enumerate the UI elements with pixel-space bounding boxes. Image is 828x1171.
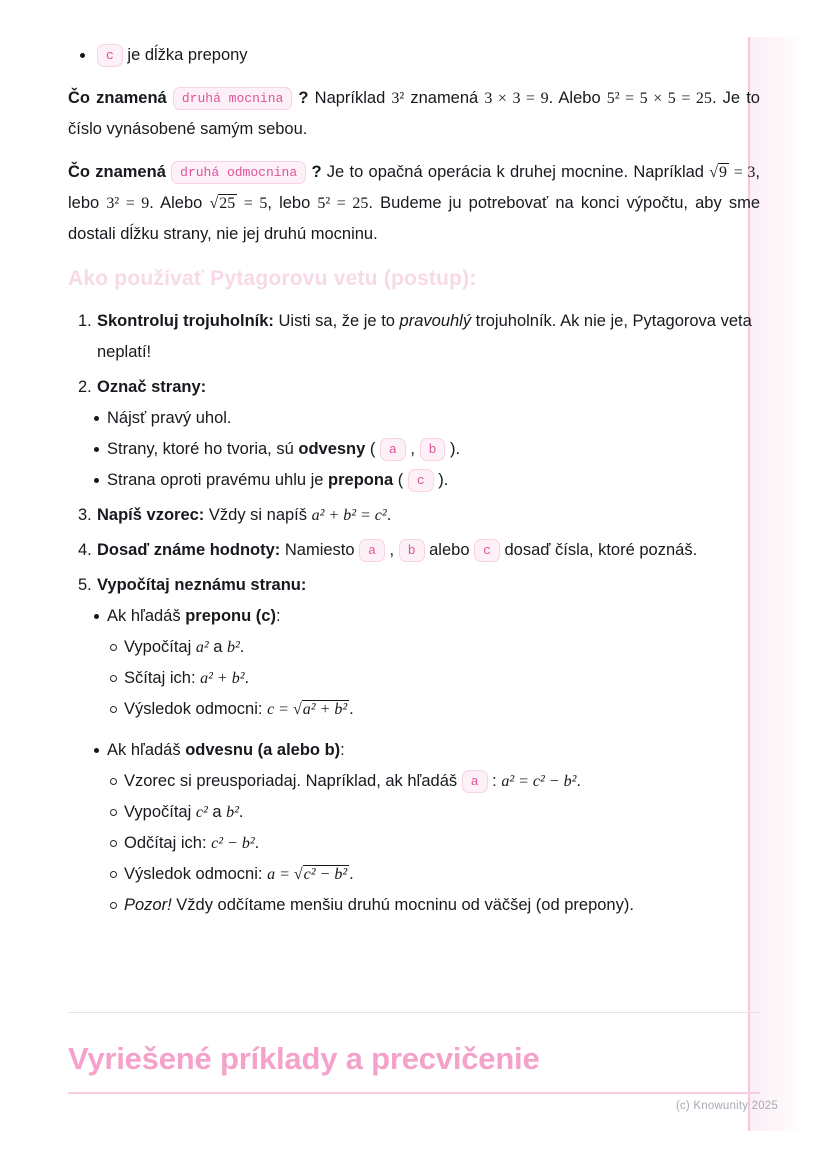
bold-text: Vypočítaj neznámu stranu: (97, 576, 307, 594)
list-item (107, 828, 760, 859)
list-item-text (107, 465, 760, 496)
step-substitute-values (68, 535, 760, 566)
branch-text (107, 735, 760, 766)
bold-text: prepona (328, 471, 394, 489)
sqrt-radicand: c² − b² (303, 866, 348, 883)
math-expression: 3² = 9 (106, 195, 150, 212)
math-expression: a = (267, 866, 294, 883)
text-segment: Strana oproti pravému uhlu je (107, 471, 329, 489)
bold-text: Čo znamená (68, 89, 173, 107)
branch-text (107, 601, 760, 632)
math-expression: 5² = 25 (317, 195, 369, 212)
sqrt-radicand: a² + b² (302, 701, 348, 718)
math-expression: a² + b² = c² (311, 507, 387, 524)
text-segment: , (384, 541, 399, 559)
bullet-icon (94, 614, 99, 619)
text-segment: a (207, 803, 227, 821)
bullet-icon (94, 447, 99, 452)
text-segment: Nájsť pravý uhol. (107, 409, 232, 427)
text-segment: . (386, 506, 392, 524)
sub-sub-list (107, 632, 760, 725)
list-item-text (124, 766, 760, 797)
list-item-text (97, 46, 248, 64)
list-item-text (124, 797, 760, 828)
code-badge: a (462, 770, 488, 793)
circle-bullet-icon (110, 840, 117, 847)
math-expression: b² (226, 804, 239, 821)
text-segment: . Budeme ju potrebovať na konci výpočtu, aby sme dostali dĺžku strany, nie jej druhú mocninu. (68, 194, 761, 243)
bullet-icon (94, 748, 99, 753)
sub-sub-list (107, 766, 760, 921)
list-item (97, 434, 760, 465)
list-item (97, 403, 760, 434)
text-segment: : (487, 772, 502, 790)
bullet-icon (94, 478, 99, 483)
math-expression: = 5 (237, 195, 268, 212)
paragraph-square-definition (68, 83, 760, 145)
list-item (97, 465, 760, 496)
text-segment: . (349, 865, 354, 883)
text-segment: , lebo (267, 194, 318, 212)
text-segment: Vypočítaj (124, 638, 196, 656)
math-expression: b² (227, 639, 240, 656)
text-segment: dosaď čísla, ktoré poznáš. (499, 541, 698, 559)
text-segment: trojuholník. Ak nie je, Pytagorova veta neplatí! (97, 312, 752, 361)
step-number: 4. (78, 541, 92, 559)
text-segment: Namiesto (280, 541, 360, 559)
step-number: 1. (78, 312, 92, 330)
math-expression: c = (267, 701, 293, 718)
text-segment: Je to opačná operácia k druhej mocnine. Napríklad (321, 163, 710, 181)
step-text (97, 500, 760, 531)
circle-bullet-icon (110, 675, 117, 682)
bold-text: ? (292, 89, 309, 107)
text-segment: je dĺžka prepony (122, 46, 248, 64)
text-segment: Napríklad (308, 89, 392, 107)
bullet-icon (94, 416, 99, 421)
italic-text: pravouhlý (399, 312, 472, 330)
sqrt-expression (709, 163, 729, 181)
text-segment: ( (393, 471, 408, 489)
code-badge: b (420, 438, 446, 461)
circle-bullet-icon (110, 871, 117, 878)
sqrt-sign: √ (292, 701, 302, 718)
list-item (68, 40, 760, 71)
text-segment: Ak hľadáš (107, 607, 186, 625)
text-segment: Výsledok odmocni: (124, 865, 268, 883)
math-expression: 3 × 3 = 9 (484, 90, 549, 107)
text-segment: . (576, 772, 581, 790)
italic-text: Pozor! (124, 896, 172, 914)
list-item (107, 890, 760, 921)
text-segment: alebo (424, 541, 475, 559)
bold-text: Označ strany: (97, 378, 207, 396)
branch-hypotenuse (97, 601, 760, 725)
bold-text: preponu (c) (185, 607, 276, 625)
text-segment: ). (433, 471, 449, 489)
step-text (97, 535, 760, 566)
section-heading-examples: Vyriešené príklady a precvičenie (68, 1041, 540, 1076)
text-segment: . (254, 834, 260, 852)
list-item-text (107, 403, 760, 434)
text-segment: : (275, 607, 281, 625)
list-item-text (124, 663, 760, 694)
paragraph-sqrt-definition (68, 157, 760, 250)
step-number: 3. (78, 506, 92, 524)
step-check-triangle (68, 306, 760, 368)
text-segment: Ak hľadáš (107, 741, 186, 759)
step-number: 2. (78, 378, 92, 396)
code-badge: b (399, 539, 425, 562)
examples-section (68, 1012, 760, 1094)
bold-text: Skontroluj trojuholník: (97, 312, 274, 330)
text-segment: Vždy si napíš (204, 506, 312, 524)
math-expression: 3² (391, 90, 405, 107)
list-item (107, 632, 760, 663)
text-segment: : (340, 741, 345, 759)
list-item-text (107, 434, 760, 465)
step-number: 5. (78, 576, 92, 594)
code-badge: c (408, 469, 434, 492)
sub-list (97, 403, 760, 496)
text-segment: Uisti sa, že je to (273, 312, 400, 330)
text-segment: ( (365, 440, 380, 458)
text-segment: znamená (404, 89, 485, 107)
text-segment: . (244, 669, 250, 687)
sqrt-expression (293, 700, 349, 718)
step-write-formula (68, 500, 760, 531)
math-expression: a² + b² (200, 670, 245, 687)
list-item-text (124, 632, 760, 663)
list-item (107, 797, 760, 828)
text-segment: , (405, 440, 420, 458)
sqrt-radicand: 9 (719, 164, 728, 181)
text-segment: a (208, 638, 227, 656)
section-heading-steps: Ako používať Pytagorovu vetu (postup): (68, 267, 477, 290)
copyright-notice: (c) Knowunity 2025 (675, 1100, 778, 1112)
math-expression: = 3 (729, 164, 756, 181)
code-badge: druhá odmocnina (171, 161, 306, 184)
sqrt-radicand: 25 (219, 195, 236, 212)
text-segment: . Alebo (149, 194, 210, 212)
sqrt-sign: √ (293, 866, 303, 883)
text-segment: Vzorec si preusporiadaj. Napríklad, ak hľadáš (124, 772, 462, 790)
text-segment: ). (445, 440, 461, 458)
list-item-text (124, 828, 760, 859)
code-badge: a (380, 438, 406, 461)
step-solve-unknown (68, 570, 760, 921)
step-text (97, 570, 760, 601)
circle-bullet-icon (110, 809, 117, 816)
sqrt-expression (209, 194, 237, 212)
sub-list (97, 601, 760, 921)
list-item (107, 766, 760, 797)
code-badge: a (359, 539, 385, 562)
sqrt-expression (294, 865, 349, 883)
list-item (107, 694, 760, 725)
text-segment: Vypočítaj (124, 803, 196, 821)
text-segment: . Je to číslo vynásobené samým sebou. (68, 89, 760, 138)
math-expression: 5² = 5 × 5 = 25 (606, 90, 712, 107)
section-divider (68, 1012, 760, 1013)
list-item (107, 663, 760, 694)
sqrt-sign: √ (709, 164, 719, 181)
code-badge: druhá mocnina (173, 87, 292, 110)
step-text (97, 372, 760, 403)
heading-underline (68, 1092, 760, 1094)
text-segment: . (239, 638, 245, 656)
list-item-text (124, 694, 760, 725)
code-badge: c (97, 44, 123, 67)
circle-bullet-icon (110, 902, 117, 909)
text-segment: . (238, 803, 244, 821)
bold-text: ? (306, 163, 322, 181)
circle-bullet-icon (110, 778, 117, 785)
list-item-text (124, 859, 760, 890)
circle-bullet-icon (110, 706, 117, 713)
bullet-icon (80, 53, 85, 58)
step-label-sides (68, 372, 760, 496)
math-expression: c² (195, 804, 208, 821)
text-segment: Vždy odčítame menšiu druhú mocninu od väčšej (od prepony). (171, 896, 634, 914)
list-item (107, 859, 760, 890)
text-segment: Sčítaj ich: (124, 669, 201, 687)
bold-text: odvesnu (a alebo b) (185, 741, 341, 759)
sqrt-sign: √ (209, 195, 219, 212)
code-badge: c (474, 539, 500, 562)
text-segment: Odčítaj ich: (124, 834, 212, 852)
circle-bullet-icon (110, 644, 117, 651)
text-segment: . (349, 700, 354, 718)
math-expression: c² − b² (211, 835, 255, 852)
bold-text: odvesny (298, 440, 366, 458)
math-expression: a² = c² − b² (501, 773, 577, 790)
step-text (97, 306, 760, 368)
steps-list (68, 306, 760, 921)
bold-text: Dosaď známe hodnoty: (97, 541, 281, 559)
text-segment: Strany, ktoré ho tvoria, sú (107, 440, 299, 458)
text-segment: , lebo (68, 163, 760, 212)
list-item-text (124, 890, 760, 921)
math-expression: a² (195, 639, 209, 656)
intro-list (68, 40, 760, 71)
branch-leg (97, 735, 760, 921)
bold-text: Napíš vzorec: (97, 506, 205, 524)
bold-text: Čo znamená (68, 163, 172, 181)
text-segment: Výsledok odmocni: (124, 700, 268, 718)
text-segment: . Alebo (548, 89, 607, 107)
